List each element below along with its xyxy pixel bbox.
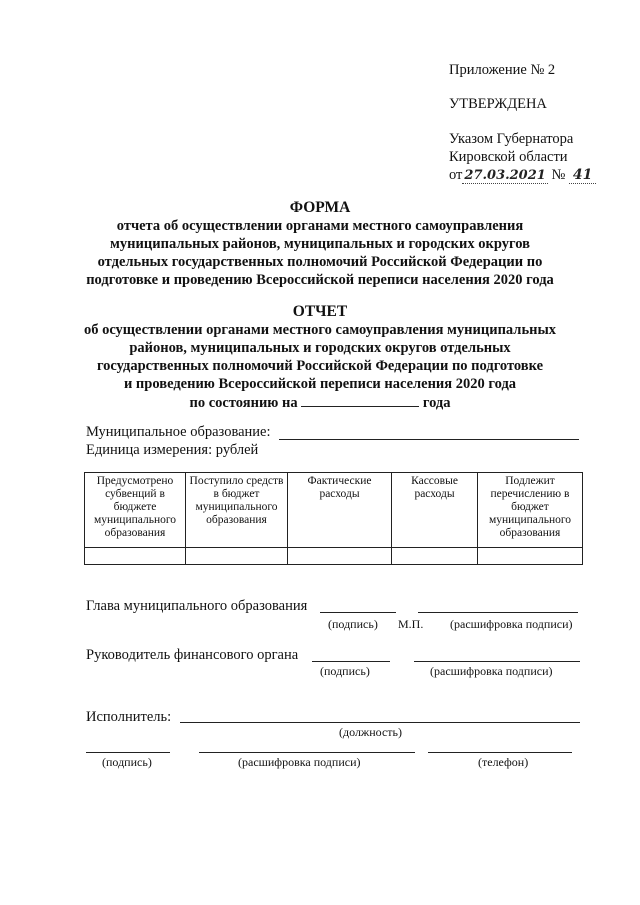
municipality-label: Муниципальное образование:	[86, 424, 271, 440]
municipality-blank[interactable]	[279, 439, 579, 440]
form-title-line-1: отчета об осуществлении органами местного самоуправления	[116, 218, 524, 234]
date-prefix: от	[449, 167, 463, 183]
cell-cash[interactable]	[392, 548, 478, 565]
phone-caption: (телефон)	[478, 755, 529, 769]
cell-planned[interactable]	[85, 548, 186, 565]
unit-label: Единица измерения: рублей	[86, 442, 259, 458]
executor-signature-caption: (подпись)	[102, 755, 152, 769]
handwritten-date: 27.03.2021	[464, 168, 546, 183]
report-table	[84, 472, 583, 565]
finance-decoding-caption: (расшифровка подписи)	[430, 664, 553, 678]
handwritten-number: 41	[569, 167, 596, 184]
decree-date-row	[449, 167, 596, 184]
as-of-prefix: по состоянию на	[189, 395, 298, 411]
head-signature-blank[interactable]	[320, 612, 396, 613]
report-title-line-1: об осуществлении органами местного самоуправления муниципальных	[83, 322, 557, 338]
col-to-be-transferred: Подлежит перечислению в бюджет муниципального образования	[478, 473, 583, 548]
col-received-funds: Поступило средств в бюджет муниципального образования	[186, 473, 288, 548]
finance-label: Руководитель финансового органа	[86, 647, 299, 663]
executor-decoding-blank[interactable]	[199, 752, 415, 753]
as-of-date-blank[interactable]	[301, 394, 419, 407]
cell-received[interactable]	[186, 548, 288, 565]
form-title-line-4: подготовке и проведению Всероссийской переписи населения 2020 года	[86, 272, 554, 288]
appendix-number: Приложение № 2	[449, 62, 556, 78]
approved-label: УТВЕРЖДЕНА	[449, 96, 547, 112]
cell-transfer[interactable]	[478, 548, 583, 565]
cell-actual[interactable]	[288, 548, 392, 565]
stamp-caption: М.П.	[398, 617, 424, 631]
as-of-row	[0, 394, 640, 412]
head-decoding-blank[interactable]	[418, 612, 578, 613]
head-label: Глава муниципального образования	[86, 598, 308, 614]
executor-signature-blank[interactable]	[86, 752, 170, 753]
report-heading: ОТЧЕТ	[292, 303, 348, 320]
head-signature-caption: (подпись)	[328, 617, 378, 631]
position-caption: (должность)	[339, 725, 402, 739]
col-planned-subventions: Предусмотрено субвенций в бюджете муниципального образования	[85, 473, 186, 548]
report-title-line-3: государственных полномочий Российской Федерации по подготовке	[96, 358, 544, 374]
finance-signature-caption: (подпись)	[320, 664, 370, 678]
finance-signature-blank[interactable]	[312, 661, 390, 662]
form-title-line-3: отдельных государственных полномочий Российской Федерации по	[97, 254, 543, 270]
executor-position-blank[interactable]	[180, 722, 580, 723]
decree-line-1: Указом Губернатора	[449, 131, 574, 147]
finance-decoding-blank[interactable]	[414, 661, 580, 662]
executor-phone-blank[interactable]	[428, 752, 572, 753]
col-actual-expenses: Фактические расходы	[288, 473, 392, 548]
col-cash-expenses: Кассовые расходы	[392, 473, 478, 548]
report-title-line-4: и проведению Всероссийской переписи населения 2020 года	[123, 376, 517, 392]
as-of-suffix: года	[422, 395, 451, 411]
form-heading: ФОРМА	[289, 199, 351, 216]
form-title-line-2: муниципальных районов, муниципальных и городских округов	[110, 236, 530, 252]
executor-label: Исполнитель:	[86, 709, 172, 725]
table-header-row	[85, 473, 583, 548]
number-sign: №	[551, 167, 566, 183]
executor-decoding-caption: (расшифровка подписи)	[238, 755, 361, 769]
table-row	[85, 548, 583, 565]
decree-line-2: Кировской области	[449, 149, 568, 165]
report-title-line-2: районов, муниципальных и городских округов отдельных	[129, 340, 511, 356]
head-decoding-caption: (расшифровка подписи)	[450, 617, 573, 631]
